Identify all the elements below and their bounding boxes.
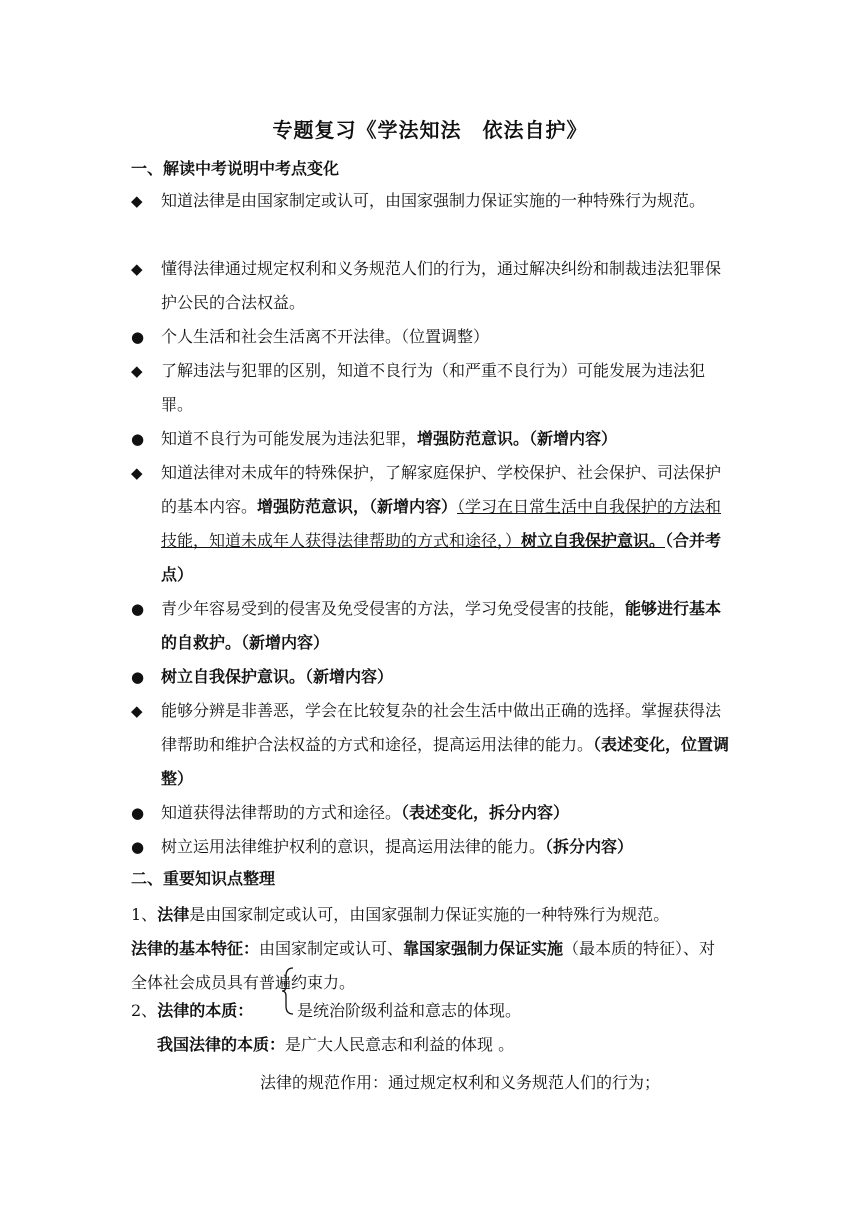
text-run: 知道法律对未成年的特殊保护，了解家庭保护、学校保护、社会保护、司法保护的基本内容。 (161, 463, 722, 516)
text-run: 由国家制定或认可、 (259, 939, 404, 958)
paragraph-china-law-essence (157, 1028, 757, 1062)
bullet-item (131, 660, 731, 694)
bullet-text (161, 422, 731, 456)
bullet-item (131, 592, 731, 660)
text-run: 懂得法律通过规定权利和义务规范人们的行为，通过解决纠纷和制裁违法犯罪保护公民的合法权益。 (161, 259, 722, 312)
text-run: 了解违法与犯罪的区别，知道不良行为（和严重不良行为）可能发展为违法犯罪。 (161, 361, 706, 414)
text-run: （合并考点） (161, 531, 722, 584)
bullet-marker: ◆ (131, 192, 143, 210)
bullet-text (161, 456, 731, 592)
law-essence-text: 是统治阶级利益和意志的体现。 (297, 1001, 522, 1020)
curly-brace-icon (281, 966, 295, 1016)
label-china-law-essence: 我国法律的本质： (157, 1035, 286, 1054)
bullet-item (131, 456, 731, 592)
text-run: 增强防范意识，（新增内容） (257, 497, 458, 516)
bullet-marker: ● (131, 804, 145, 822)
bullet-item (131, 796, 731, 830)
text-run: 树立运用法律维护权利的意识，提高运用法律的能力。 (161, 837, 546, 856)
bullet-marker: ◆ (131, 464, 143, 482)
bullet-marker: ● (131, 838, 145, 856)
paragraph-law-features (131, 932, 731, 1000)
bullet-marker: ● (131, 328, 145, 346)
text-run: 能够分辨是非善恶，学会在比较复杂的社会生活中做出正确的选择。掌握获得法律帮助和维护合法权益的方式和途径，提高运用法律的能力。 (161, 701, 722, 754)
section-heading-2: 二、重要知识点整理 (131, 869, 276, 888)
text-run: 增强防范意识。（新增内容） (417, 429, 618, 448)
text-run: 1、 (131, 905, 158, 924)
text-run: （最本质的特征）、对全体社会成员具有普遍约束力。 (131, 939, 716, 992)
bullet-item (131, 184, 731, 218)
bullet-marker: ◆ (131, 260, 143, 278)
bullet-marker: ● (131, 600, 145, 618)
text-run: （表述变化，位置调整） (161, 735, 730, 788)
paragraph-law-definition (131, 898, 731, 932)
bullet-text (161, 660, 731, 694)
bullet-text (161, 354, 731, 422)
bullet-marker: ● (131, 668, 145, 686)
bullet-item (131, 252, 731, 320)
text-run: 法律的基本特征： (131, 939, 260, 958)
text-run: 知道法律是由国家制定或认可，由国家强制力保证实施的一种特殊行为规范。 (161, 191, 706, 210)
text-run: 个人生活和社会生活离不开法律。（位置调整） (161, 327, 490, 346)
text-run: 知道获得法律帮助的方式和途径。 (161, 803, 402, 822)
bullet-marker: ◆ (131, 362, 143, 380)
bullet-text (161, 796, 731, 830)
text-run: （学习在日常生活中自我保护的方法和技能，知道未成年人获得法律帮助的方式和途径，） (161, 497, 722, 550)
bullet-item (131, 320, 731, 354)
bullet-marker: ● (131, 430, 145, 448)
document-title: 专题复习《学法知法 依法自护》 (272, 118, 588, 142)
text-run: 树立自我保护意识。（新增内容） (161, 667, 394, 686)
bullet-item (131, 830, 731, 864)
bullet-text (161, 320, 731, 354)
text-run: 青少年容易受到的侵害及免受侵害的方法，学习免受侵害的技能， (161, 599, 626, 618)
text-run: （拆分内容） (545, 837, 634, 856)
bullet-item (131, 694, 731, 796)
text-run: 能够进行基本的自救护。（新增内容） (161, 599, 722, 652)
text-run: 法律 (157, 905, 190, 924)
bullet-marker: ◆ (131, 702, 143, 720)
text-run: （表述变化，拆分内容） (401, 803, 570, 822)
text-run: 知道不良行为可能发展为违法犯罪， (161, 429, 418, 448)
text-run: 靠国家强制力保证实施 (403, 939, 564, 958)
item-number: 2、 (131, 1001, 158, 1020)
bullet-item (131, 354, 731, 422)
bullet-text (161, 252, 731, 320)
bullet-text (161, 830, 731, 864)
text-run: 树立自我保护意识。 (521, 531, 666, 550)
paragraph-law-normative-role: 法律的规范作用：通过规定权利和义务规范人们的行为； (260, 1073, 661, 1092)
label-law-essence: 法律的本质： (157, 1001, 254, 1020)
bullet-text (161, 592, 731, 660)
china-law-essence-text: 是广大人民意志和利益的体现 。 (285, 1035, 515, 1054)
text-run: 是由国家制定或认可，由国家强制力保证实施的一种特殊行为规范。 (189, 905, 670, 924)
bullet-text (161, 694, 731, 796)
section-heading-1: 一、解读中考说明中考点变化 (131, 159, 340, 178)
bullet-text (161, 184, 731, 218)
bullet-item (131, 422, 731, 456)
